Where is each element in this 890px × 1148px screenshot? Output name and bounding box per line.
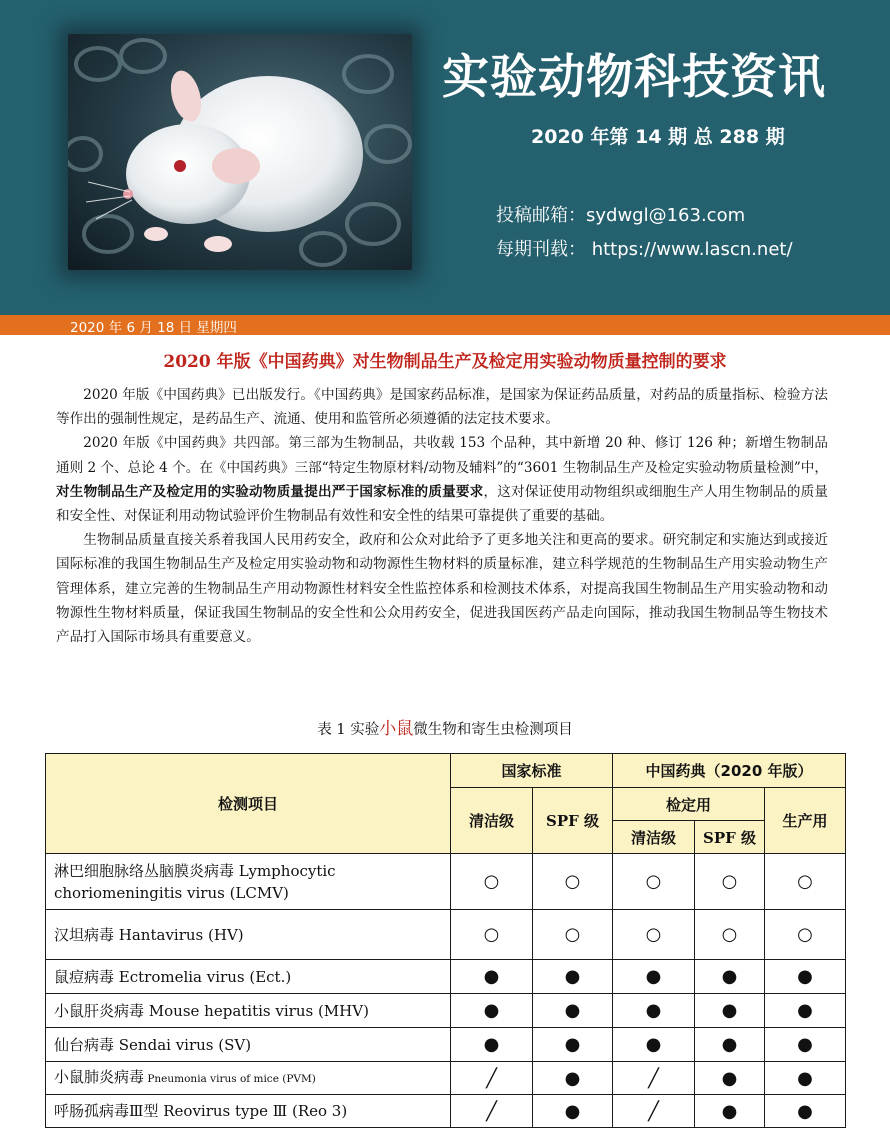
item-name-en: Ectromelia virus (Ect.) [114,967,292,986]
row-mark: ○ [451,910,533,960]
item-name-cn: 小鼠肝炎病毒 [54,1001,145,1020]
row-mark: ● [613,994,695,1028]
masthead [0,0,890,315]
emphasis-text: 对生物制品生产及检定用的实验动物质量提出严于国家标准的质量要求 [56,483,484,500]
row-mark: ╱ [451,1095,533,1128]
table-row [46,1095,846,1128]
row-mark: ● [613,1028,695,1062]
row-mark: ● [695,960,765,994]
item-name-cn: 仙台病毒 [54,1035,115,1054]
row-mark: ○ [613,854,695,910]
item-name-en: Reovirus type Ⅲ (Reo 3) [158,1102,348,1120]
publication-date: 2020 年 6 月 18 日 星期四 [70,320,237,336]
row-mark: ○ [451,854,533,910]
table-row [46,994,846,1028]
row-mark: ○ [613,910,695,960]
article-body [56,383,828,649]
row-item-name [46,960,451,994]
submission-email[interactable]: 投稿邮箱：sydwgl@163.com [496,205,746,226]
table-row [46,910,846,960]
table-row [46,1062,846,1095]
table-caption: 表 1 实验小鼠微生物和寄生虫检测项目 [317,719,573,739]
header-production: 生产用 [765,788,846,854]
header-qc-clean: 清洁级 [613,821,695,854]
header-national-standard: 国家标准 [451,754,613,788]
article-title: 2020 年版《中国药典》对生物制品生产及检定用实验动物质量控制的要求 [163,352,727,372]
website-link[interactable]: 每期刊载： https://www.lascn.net/ [496,239,793,260]
row-mark: ● [451,960,533,994]
row-item-name [46,1062,451,1095]
header-spf: SPF 级 [533,788,613,854]
item-name-cn: 淋巴细胞脉络丛脑膜炎病毒 [54,861,235,880]
issue-number: 2020 年第 14 期 总 288 期 [531,126,785,148]
row-mark: ● [695,1028,765,1062]
row-item-name [46,994,451,1028]
white-mouse-illustration [68,34,412,270]
item-name-en: Pneumonia virus of mice (PVM) [144,1073,316,1085]
row-mark: ● [533,960,613,994]
header-pharmacopoeia: 中国药典（2020 年版） [613,754,846,788]
row-mark: ● [533,1062,613,1095]
item-name-cn: 汉坦病毒 [54,925,115,944]
row-mark: ● [533,1095,613,1128]
row-mark: ● [451,994,533,1028]
detection-table [45,753,846,1128]
row-mark: ● [765,960,846,994]
item-name-en: Lymphocytic choriomeningitis virus (LCMV) [54,861,336,902]
row-item-name [46,910,451,960]
header-clean: 清洁级 [451,788,533,854]
caption-highlight: 小鼠 [379,719,414,739]
header-item: 检测项目 [46,754,451,854]
item-name-en: Sendai virus (SV) [114,1035,252,1054]
row-mark: ● [533,1028,613,1062]
row-mark: ╱ [451,1062,533,1095]
publication-title: 实验动物科技资讯 [442,50,826,105]
row-mark: ╱ [613,1062,695,1095]
table-row [46,1028,846,1062]
row-mark: ╱ [613,1095,695,1128]
row-mark: ● [613,960,695,994]
row-mark: ○ [695,910,765,960]
row-item-name [46,1028,451,1062]
row-item-name [46,1095,451,1128]
row-mark: ○ [695,854,765,910]
item-name-cn: 呼肠孤病毒Ⅲ型 [54,1102,159,1120]
item-name-en: Mouse hepatitis virus (MHV) [144,1001,369,1020]
row-mark: ● [765,1062,846,1095]
row-mark: ● [765,1095,846,1128]
header-qc-spf: SPF 级 [695,821,765,854]
row-mark: ○ [765,910,846,960]
row-item-name [46,854,451,910]
item-name-en: Hantavirus (HV) [114,925,244,944]
row-mark: ○ [765,854,846,910]
table-row [46,960,846,994]
row-mark: ○ [533,910,613,960]
item-name-cn: 小鼠肺炎病毒 [54,1068,145,1086]
row-mark: ● [695,1095,765,1128]
table-row [46,854,846,910]
white-mouse-photo [68,34,412,270]
header-quality-control: 检定用 [613,788,765,821]
row-mark: ● [533,994,613,1028]
paragraph-3: 生物制品质量直接关系着我国人民用药安全，政府和公众对此给予了更多地关注和更高的要求。研究制定和实施达到或接近国际标准的我国生物制品生产及检定用实验动物和动物源性生物材料的质量标准，建立科学规范的生物制品生产用实验动物生产管理体系，建立完善的生物制品生产用动物源性材料安全性监控体系和检测技术体系，对提高我国生物制品生产用实验动物和动物源性生物材料质量，保证我国生物制品的安全性和公众用药安全，促进我国医药产品走向国际，推动我国生物制品等生物技术产品打入国际市场具有重要意义。 [56,532,828,646]
row-mark: ● [765,994,846,1028]
row-mark: ● [695,994,765,1028]
row-mark: ○ [533,854,613,910]
row-mark: ● [765,1028,846,1062]
row-mark: ● [695,1062,765,1095]
row-mark: ● [451,1028,533,1062]
item-name-cn: 鼠痘病毒 [54,967,115,986]
paragraph-2: 2020 年版《中国药典》共四部。第三部为生物制品，共收载 153 个品种，其中新增 20 种、修订 126 种；新增生物制品通则 2 个、总论 4 个。在《中国药典》三部“特定生物原材料/动物及辅料”的“3601 生物制品生产及检定实验动物质量检测”中，对生物制品生产及检定用的实验动物质量提出严于国家标准的质量要求，这对保证使用动物组织或细胞生产人用生物制品的质量和安全性、对保证利用动物试验评价生物制品有效性和安全性的结果可靠提供了重要的基础。 [56,435,829,525]
paragraph-1: 2020 年版《中国药典》已出版发行。《中国药典》是国家药品标准，是国家为保证药品质量，对药品的质量指标、检验方法等作出的强制性规定，是药品生产、流通、使用和监管所必须遵循的法定技术要求。 [56,387,828,428]
